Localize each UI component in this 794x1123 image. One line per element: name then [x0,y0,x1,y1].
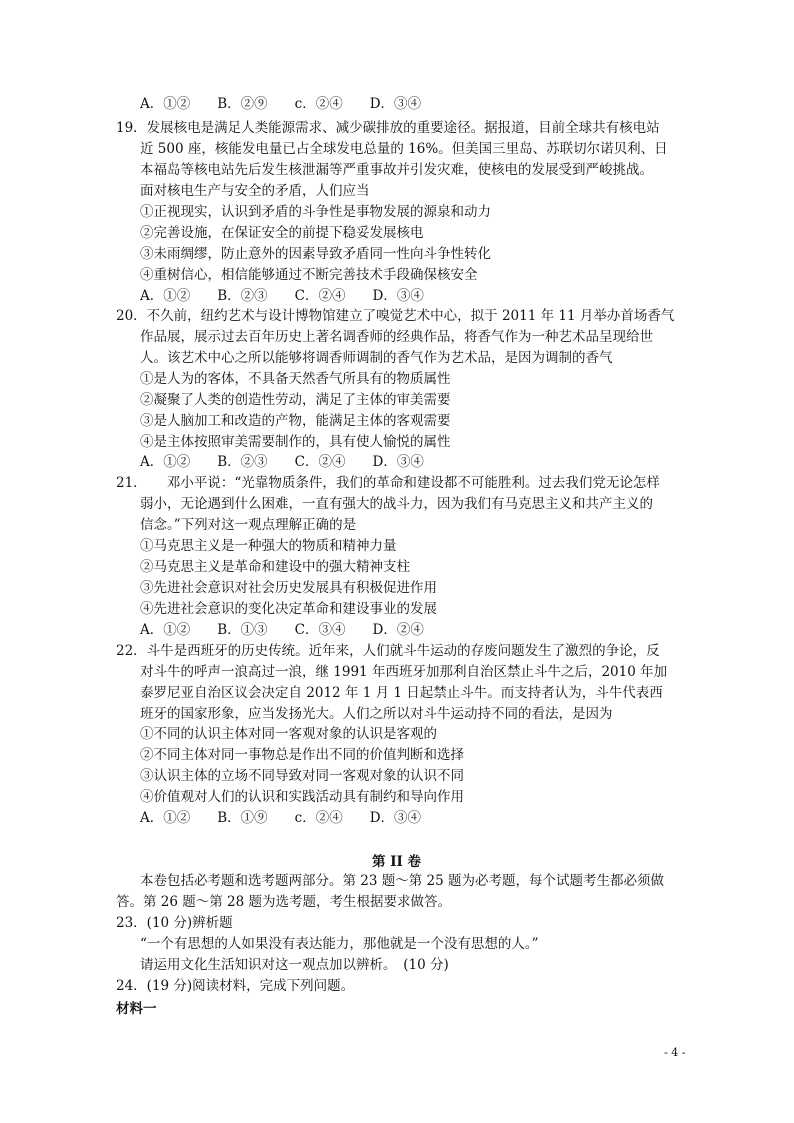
q19-item-1: ①正视现实，认识到矛盾的斗争性是事物发展的源泉和动力 [140,204,491,220]
q20-options: A．①② B．②③ C．②④ D．③④ [140,454,424,470]
q21-item-4: ④先进社会意识的变化决定革命和建设事业的发展 [140,601,437,617]
section-title: 第 II 卷 [372,854,422,870]
q21-item-2: ②马克思主义是革命和建设中的强大精神支柱 [140,559,410,575]
q20-item-4: ④是主体按照审美需要制作的，具有使人愉悦的属性 [140,434,451,450]
q20-item-1: ①是人为的客体，不具备天然香气所具有的物质属性 [140,371,451,387]
q22-line-4: 班牙的国家形象，应当发扬光大。人们之所以对斗牛运动持不同的看法，是因为 [140,706,613,722]
q22-item-3: ③认识主体的立场不同导致对同一客观对象的认识不同 [140,768,464,784]
q19-item-3: ③未雨绸缪，防止意外的因素导致矛盾同一性向斗争性转化 [140,246,491,262]
q24-title: 24．(19 分)阅读材料，完成下列问题。 [116,978,355,994]
q22-line-3: 泰罗尼亚自治区议会决定自 2012 年 1 月 1 日起禁止斗牛。而支持者认为，斗牛代表西 [140,685,663,701]
q20-item-3: ③是人脑加工和改造的产物，能满足主体的客观需要 [140,413,451,429]
q22-line-2: 对斗牛的呼声一浪高过一浪，继 1991 年西班牙加那利自治区禁止斗牛之后，2010 年加 [140,664,668,680]
q22-item-1: ①不同的认识主体对同一客观对象的认识是客观的 [140,726,437,742]
q19-item-2: ②完善设施，在保证安全的前提下稳妥发展核电 [140,225,424,241]
q22-item-4: ④价值观对人们的认识和实践活动具有制约和导向作用 [140,789,464,805]
section-intro-1: 本卷包括必考题和选考题两部分。第 23 题～第 25 题为必考题，每个试题考生都必须做 [140,873,665,889]
q23-instruction: 请运用文化生活知识对这一观点加以辨析。 (10 分) [140,957,449,973]
q19-line-1: 19．发展核电是满足人类能源需求、减少碳排放的重要途径。据报道，目前全球共有核电站 [116,120,660,136]
page-number: - 4 - [664,1046,686,1059]
q19-item-4: ④重树信心，相信能够通过不断完善技术手段确保核安全 [140,267,478,283]
q19-line-3: 本福岛等核电站先后发生核泄漏等严重事故并引发灾难，使核电的发展受到严峻挑战。 [140,162,653,178]
q23-quote: “一个有思想的人如果没有表达能力，那他就是一个没有思想的人。” [140,936,539,952]
q23-title: 23．(10 分)辨析题 [116,915,233,931]
q21-line-3: 信念。”下列对这一观点理解正确的是 [140,517,357,533]
q21-line-1: 21． 邓小平说：“光靠物质条件，我们的革命和建设都不可能胜利。过去我们党无论怎样 [116,475,660,491]
q21-item-1: ①马克思主义是一种强大的物质和精神力量 [140,538,397,554]
q21-options: A．①② B．①③ C．③④ D．②④ [140,622,424,638]
q20-line-1: 20．不久前，纽约艺术与设计博物馆建立了嗅觉艺术中心，拟于 2011 年 11 月举办首场香气 [116,308,675,324]
section-intro-2: 答。第 26 题～第 28 题为选考题，考生根据要求做答。 [116,894,452,910]
q19-line-2: 近 500 座，核能发电量已占全球发电总量的 16%。但美国三里岛、苏联切尔诺贝利、日 [140,141,668,157]
q21-line-2: 弱小，无论遇到什么困难，一直有强大的战斗力，因为我们有马克思主义和共产主义的 [140,496,653,512]
material-label: 材料一 [116,1001,157,1017]
q22-line-1: 22．斗牛是西班牙的历史传统。近年来，人们就斗牛运动的存废问题发生了激烈的争论，反 [116,643,660,659]
q20-line-3: 人。该艺术中心之所以能够将调香师调制的香气作为艺术品，是因为调制的香气 [140,350,613,366]
q20-line-2: 作品展，展示过去百年历史上著名调香师的经典作品，将香气作为一种艺术品呈现给世 [140,329,653,345]
q18-options: A．①② B．②⑨ c．②④ D．③④ [140,96,422,112]
q21-item-3: ③先进社会意识对社会历史发展具有积极促进作用 [140,580,437,596]
q19-line-4: 面对核电生产与安全的矛盾，人们应当 [140,183,370,199]
q19-options: A．①② B．②③ C．②④ D．③④ [140,288,424,304]
q22-item-2: ②不同主体对同一事物总是作出不同的价值判断和选择 [140,747,464,763]
q20-item-2: ②凝聚了人类的创造性劳动，满足了主体的审美需要 [140,392,451,408]
q22-options: A．①② B．①⑨ c．②④ D．③④ [140,810,422,826]
